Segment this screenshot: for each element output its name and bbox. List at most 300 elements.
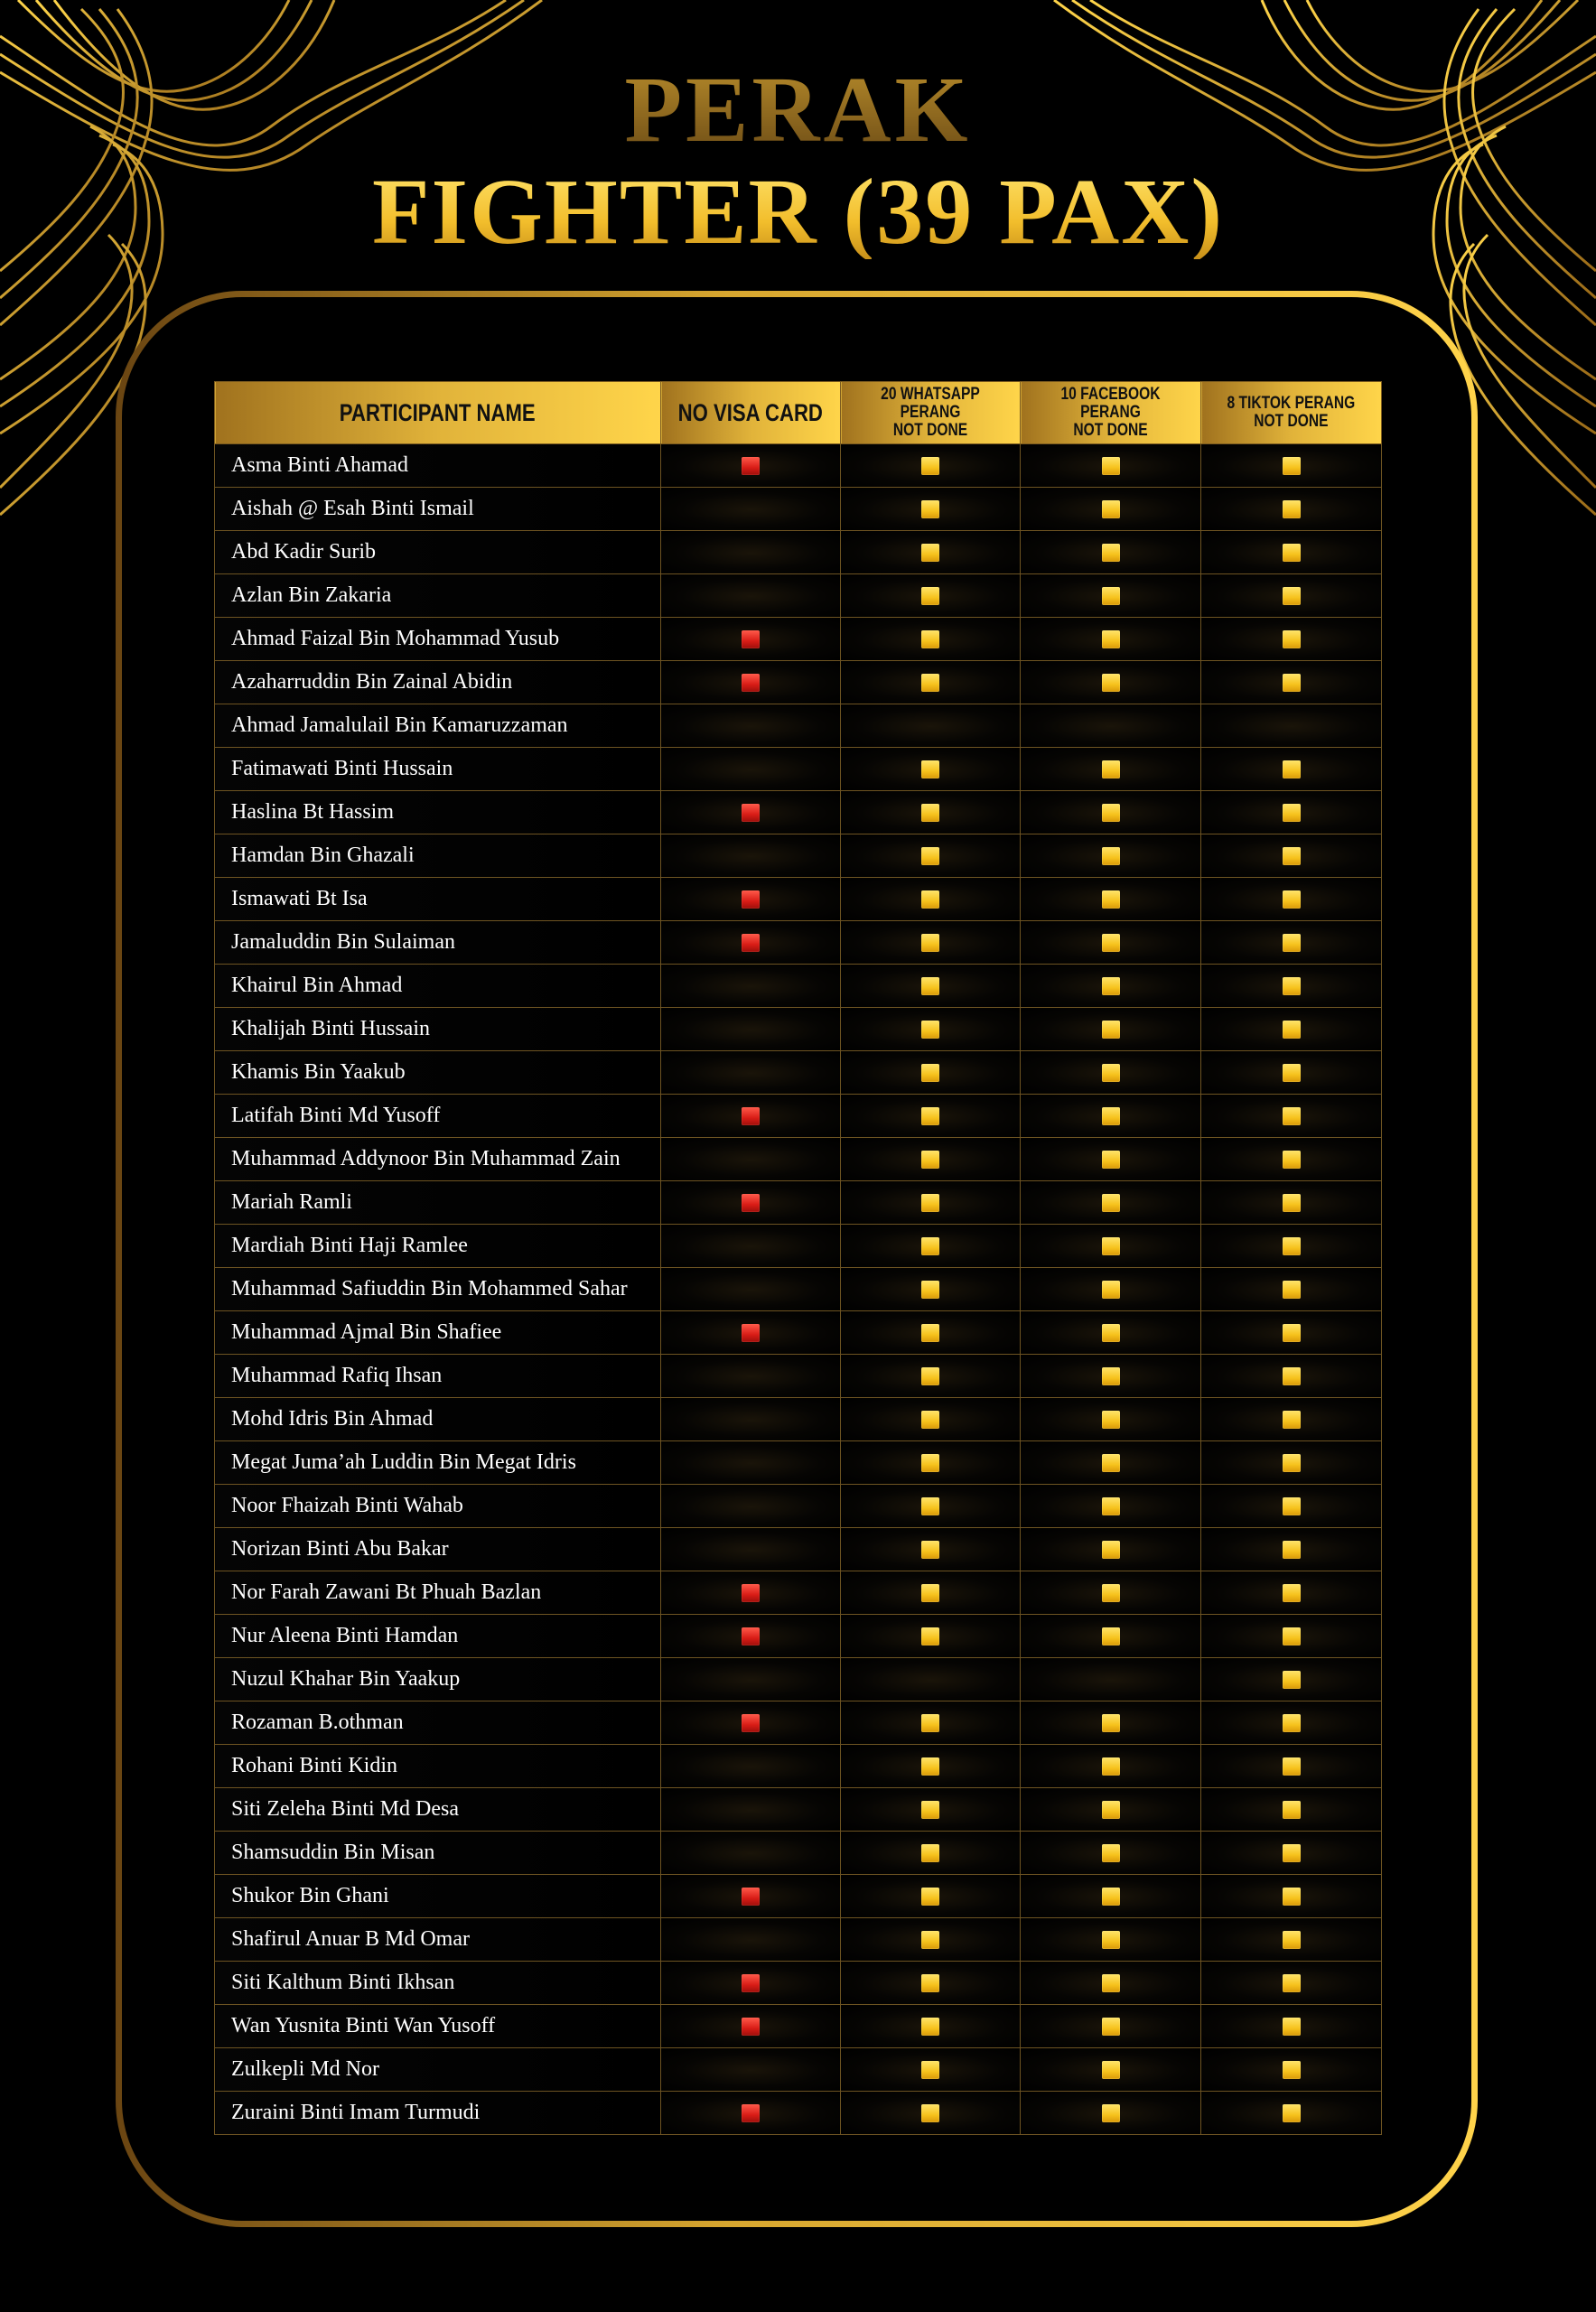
table-row	[215, 618, 1382, 661]
yellow-marker-icon	[1102, 1021, 1120, 1039]
no-visa-card-cell	[661, 791, 841, 834]
no-visa-card-cell	[661, 1311, 841, 1355]
table-header-row	[215, 382, 1382, 444]
table-row	[215, 1875, 1382, 1918]
yellow-marker-icon	[921, 1888, 939, 1906]
yellow-marker-icon	[1283, 587, 1301, 605]
whatsapp-cell	[841, 1832, 1021, 1875]
facebook-cell	[1021, 1701, 1201, 1745]
yellow-marker-icon	[1283, 1974, 1301, 1992]
tiktok-cell	[1201, 1225, 1382, 1268]
yellow-marker-icon	[1283, 847, 1301, 865]
tiktok-cell	[1201, 444, 1382, 488]
no-visa-card-cell	[661, 1962, 841, 2005]
participant-name-cell: Ahmad Jamalulail Bin Kamaruzzaman	[215, 704, 661, 748]
yellow-marker-icon	[1102, 2061, 1120, 2079]
facebook-cell	[1021, 2005, 1201, 2048]
no-visa-card-cell	[661, 748, 841, 791]
yellow-marker-icon	[1283, 760, 1301, 778]
no-visa-card-cell	[661, 1268, 841, 1311]
no-visa-card-cell	[661, 1788, 841, 1832]
yellow-marker-icon	[1102, 500, 1120, 518]
yellow-marker-icon	[921, 457, 939, 475]
participant-table	[214, 381, 1382, 2135]
facebook-cell	[1021, 1615, 1201, 1658]
column-header-participant-name: PARTICIPANT NAME	[215, 382, 661, 444]
facebook-cell	[1021, 1181, 1201, 1225]
page-title-line1: PERAK	[0, 63, 1596, 157]
participant-name-cell: Azlan Bin Zakaria	[215, 574, 661, 618]
yellow-marker-icon	[921, 760, 939, 778]
yellow-marker-icon	[1283, 890, 1301, 909]
table-row	[215, 965, 1382, 1008]
whatsapp-cell	[841, 791, 1021, 834]
participant-name-cell: Muhammad Safiuddin Bin Mohammed Sahar	[215, 1268, 661, 1311]
table-row	[215, 1658, 1382, 1701]
facebook-cell	[1021, 1658, 1201, 1701]
facebook-cell	[1021, 1311, 1201, 1355]
tiktok-cell	[1201, 878, 1382, 921]
tiktok-cell	[1201, 1441, 1382, 1485]
yellow-marker-icon	[1283, 1454, 1301, 1472]
facebook-cell	[1021, 1008, 1201, 1051]
table-row	[215, 1918, 1382, 1962]
facebook-cell	[1021, 1485, 1201, 1528]
participant-name-cell: Fatimawati Binti Hussain	[215, 748, 661, 791]
red-marker-icon	[742, 934, 760, 952]
facebook-cell	[1021, 1962, 1201, 2005]
yellow-marker-icon	[1283, 1107, 1301, 1125]
participant-name-cell: Norizan Binti Abu Bakar	[215, 1528, 661, 1571]
no-visa-card-cell	[661, 1615, 841, 1658]
no-visa-card-cell	[661, 878, 841, 921]
yellow-marker-icon	[921, 1194, 939, 1212]
yellow-marker-icon	[1102, 934, 1120, 952]
yellow-marker-icon	[921, 1411, 939, 1429]
tiktok-cell	[1201, 1311, 1382, 1355]
yellow-marker-icon	[921, 1454, 939, 1472]
table-row	[215, 1701, 1382, 1745]
yellow-marker-icon	[1283, 2018, 1301, 2036]
no-visa-card-cell	[661, 1398, 841, 1441]
yellow-marker-icon	[1283, 1931, 1301, 1949]
yellow-marker-icon	[1102, 1151, 1120, 1169]
participant-name-cell: Khairul Bin Ahmad	[215, 965, 661, 1008]
table-row	[215, 2005, 1382, 2048]
tiktok-cell	[1201, 2005, 1382, 2048]
participant-name-cell: Mariah Ramli	[215, 1181, 661, 1225]
red-marker-icon	[742, 804, 760, 822]
tiktok-cell	[1201, 1181, 1382, 1225]
yellow-marker-icon	[1283, 1064, 1301, 1082]
participant-name-cell: Latifah Binti Md Yusoff	[215, 1095, 661, 1138]
yellow-marker-icon	[921, 1931, 939, 1949]
yellow-marker-icon	[921, 1324, 939, 1342]
participant-name-cell: Muhammad Rafiq Ihsan	[215, 1355, 661, 1398]
tiktok-cell	[1201, 834, 1382, 878]
yellow-marker-icon	[921, 1021, 939, 1039]
facebook-cell	[1021, 1225, 1201, 1268]
yellow-marker-icon	[921, 934, 939, 952]
yellow-marker-icon	[1102, 674, 1120, 692]
yellow-marker-icon	[1102, 890, 1120, 909]
yellow-marker-icon	[1102, 1627, 1120, 1645]
red-marker-icon	[742, 1107, 760, 1125]
no-visa-card-cell	[661, 834, 841, 878]
yellow-marker-icon	[921, 977, 939, 995]
yellow-marker-icon	[1102, 457, 1120, 475]
whatsapp-cell	[841, 2092, 1021, 2135]
yellow-marker-icon	[1102, 2104, 1120, 2122]
no-visa-card-cell	[661, 574, 841, 618]
yellow-marker-icon	[1102, 630, 1120, 648]
yellow-marker-icon	[1283, 934, 1301, 952]
table-row	[215, 1615, 1382, 1658]
tiktok-cell	[1201, 1788, 1382, 1832]
red-marker-icon	[742, 1194, 760, 1212]
yellow-marker-icon	[1283, 1237, 1301, 1255]
yellow-marker-icon	[1102, 1367, 1120, 1385]
yellow-marker-icon	[921, 1151, 939, 1169]
yellow-marker-icon	[1102, 1844, 1120, 1862]
yellow-marker-icon	[1102, 1281, 1120, 1299]
no-visa-card-cell	[661, 488, 841, 531]
yellow-marker-icon	[1102, 2018, 1120, 2036]
facebook-cell	[1021, 1398, 1201, 1441]
facebook-cell	[1021, 791, 1201, 834]
yellow-marker-icon	[1283, 630, 1301, 648]
facebook-cell	[1021, 1918, 1201, 1962]
facebook-cell	[1021, 2092, 1201, 2135]
facebook-cell	[1021, 1051, 1201, 1095]
tiktok-cell	[1201, 1875, 1382, 1918]
participant-name-cell: Megat Juma’ah Luddin Bin Megat Idris	[215, 1441, 661, 1485]
facebook-cell	[1021, 704, 1201, 748]
whatsapp-cell	[841, 2005, 1021, 2048]
yellow-marker-icon	[921, 1064, 939, 1082]
yellow-marker-icon	[1102, 804, 1120, 822]
no-visa-card-cell	[661, 1008, 841, 1051]
table-row	[215, 1225, 1382, 1268]
yellow-marker-icon	[1283, 674, 1301, 692]
yellow-marker-icon	[1283, 1497, 1301, 1515]
yellow-marker-icon	[1283, 457, 1301, 475]
yellow-marker-icon	[1102, 1497, 1120, 1515]
whatsapp-cell	[841, 1008, 1021, 1051]
tiktok-cell	[1201, 1832, 1382, 1875]
table-row	[215, 1008, 1382, 1051]
facebook-cell	[1021, 488, 1201, 531]
participant-name-cell: Shamsuddin Bin Misan	[215, 1832, 661, 1875]
participant-name-cell: Haslina Bt Hassim	[215, 791, 661, 834]
no-visa-card-cell	[661, 2005, 841, 2048]
yellow-marker-icon	[1283, 977, 1301, 995]
tiktok-cell	[1201, 2092, 1382, 2135]
facebook-cell	[1021, 1745, 1201, 1788]
no-visa-card-cell	[661, 1181, 841, 1225]
whatsapp-cell	[841, 1311, 1021, 1355]
facebook-cell	[1021, 1528, 1201, 1571]
yellow-marker-icon	[1283, 1324, 1301, 1342]
table-row	[215, 791, 1382, 834]
yellow-marker-icon	[921, 544, 939, 562]
tiktok-cell	[1201, 748, 1382, 791]
table-row	[215, 878, 1382, 921]
whatsapp-cell	[841, 921, 1021, 965]
table-row	[215, 1832, 1382, 1875]
facebook-cell	[1021, 2048, 1201, 2092]
yellow-marker-icon	[1102, 587, 1120, 605]
red-marker-icon	[742, 890, 760, 909]
facebook-cell	[1021, 1095, 1201, 1138]
table-row	[215, 921, 1382, 965]
no-visa-card-cell	[661, 531, 841, 574]
table-row	[215, 444, 1382, 488]
participant-name-cell: Khalijah Binti Hussain	[215, 1008, 661, 1051]
no-visa-card-cell	[661, 1095, 841, 1138]
yellow-marker-icon	[1102, 1411, 1120, 1429]
whatsapp-cell	[841, 878, 1021, 921]
facebook-cell	[1021, 1268, 1201, 1311]
whatsapp-cell	[841, 1528, 1021, 1571]
whatsapp-cell	[841, 834, 1021, 878]
yellow-marker-icon	[921, 1497, 939, 1515]
no-visa-card-cell	[661, 2048, 841, 2092]
yellow-marker-icon	[1283, 1411, 1301, 1429]
whatsapp-cell	[841, 1268, 1021, 1311]
whatsapp-cell	[841, 1658, 1021, 1701]
table-row	[215, 1962, 1382, 2005]
yellow-marker-icon	[1102, 1584, 1120, 1602]
no-visa-card-cell	[661, 1832, 841, 1875]
tiktok-cell	[1201, 791, 1382, 834]
tiktok-cell	[1201, 1398, 1382, 1441]
no-visa-card-cell	[661, 965, 841, 1008]
no-visa-card-cell	[661, 704, 841, 748]
whatsapp-cell	[841, 965, 1021, 1008]
participant-name-cell: Khamis Bin Yaakub	[215, 1051, 661, 1095]
whatsapp-cell	[841, 574, 1021, 618]
yellow-marker-icon	[1283, 1021, 1301, 1039]
yellow-marker-icon	[921, 804, 939, 822]
no-visa-card-cell	[661, 1355, 841, 1398]
facebook-cell	[1021, 834, 1201, 878]
whatsapp-cell	[841, 1615, 1021, 1658]
red-marker-icon	[742, 1888, 760, 1906]
yellow-marker-icon	[1283, 2104, 1301, 2122]
yellow-marker-icon	[921, 1844, 939, 1862]
participant-name-cell: Abd Kadir Surib	[215, 531, 661, 574]
yellow-marker-icon	[921, 1584, 939, 1602]
table-row	[215, 1138, 1382, 1181]
yellow-marker-icon	[1102, 847, 1120, 865]
column-header-no-visa-card: NO VISA CARD	[661, 382, 841, 444]
table-row	[215, 488, 1382, 531]
yellow-marker-icon	[1283, 1194, 1301, 1212]
red-marker-icon	[742, 630, 760, 648]
table-body	[215, 444, 1382, 2135]
no-visa-card-cell	[661, 1745, 841, 1788]
whatsapp-cell	[841, 1745, 1021, 1788]
no-visa-card-cell	[661, 661, 841, 704]
whatsapp-cell	[841, 748, 1021, 791]
yellow-marker-icon	[1283, 1757, 1301, 1776]
facebook-cell	[1021, 921, 1201, 965]
yellow-marker-icon	[1283, 500, 1301, 518]
no-visa-card-cell	[661, 1875, 841, 1918]
yellow-marker-icon	[921, 1281, 939, 1299]
participant-name-cell: Nor Farah Zawani Bt Phuah Bazlan	[215, 1571, 661, 1615]
yellow-marker-icon	[1102, 1757, 1120, 1776]
facebook-cell	[1021, 1875, 1201, 1918]
no-visa-card-cell	[661, 1918, 841, 1962]
whatsapp-cell	[841, 1918, 1021, 1962]
participant-name-cell: Rohani Binti Kidin	[215, 1745, 661, 1788]
yellow-marker-icon	[1102, 1237, 1120, 1255]
table-row	[215, 1311, 1382, 1355]
yellow-marker-icon	[1102, 1801, 1120, 1819]
whatsapp-cell	[841, 1138, 1021, 1181]
table-row	[215, 1745, 1382, 1788]
table-row	[215, 1485, 1382, 1528]
yellow-marker-icon	[1102, 760, 1120, 778]
yellow-marker-icon	[1283, 2061, 1301, 2079]
table-row	[215, 1398, 1382, 1441]
participant-name-cell: Zulkepli Md Nor	[215, 2048, 661, 2092]
red-marker-icon	[742, 1714, 760, 1732]
whatsapp-cell	[841, 1181, 1021, 1225]
red-marker-icon	[742, 1324, 760, 1342]
yellow-marker-icon	[1102, 1714, 1120, 1732]
yellow-marker-icon	[921, 500, 939, 518]
no-visa-card-cell	[661, 1485, 841, 1528]
whatsapp-cell	[841, 2048, 1021, 2092]
yellow-marker-icon	[921, 890, 939, 909]
yellow-marker-icon	[1283, 1584, 1301, 1602]
yellow-marker-icon	[921, 2104, 939, 2122]
yellow-marker-icon	[921, 1107, 939, 1125]
tiktok-cell	[1201, 965, 1382, 1008]
whatsapp-cell	[841, 1701, 1021, 1745]
yellow-marker-icon	[1283, 544, 1301, 562]
column-header-facebook: 10 FACEBOOK PERANG NOT DONE	[1021, 382, 1201, 444]
yellow-marker-icon	[921, 587, 939, 605]
red-marker-icon	[742, 1974, 760, 1992]
yellow-marker-icon	[1102, 1324, 1120, 1342]
yellow-marker-icon	[1283, 1801, 1301, 1819]
yellow-marker-icon	[1102, 977, 1120, 995]
tiktok-cell	[1201, 1745, 1382, 1788]
whatsapp-cell	[841, 1398, 1021, 1441]
table-row	[215, 1268, 1382, 1311]
tiktok-cell	[1201, 1701, 1382, 1745]
whatsapp-cell	[841, 661, 1021, 704]
facebook-cell	[1021, 661, 1201, 704]
table-row	[215, 1571, 1382, 1615]
red-marker-icon	[742, 1584, 760, 1602]
yellow-marker-icon	[1283, 804, 1301, 822]
tiktok-cell	[1201, 2048, 1382, 2092]
whatsapp-cell	[841, 1051, 1021, 1095]
column-header-tiktok: 8 TIKTOK PERANG NOT DONE	[1201, 382, 1382, 444]
no-visa-card-cell	[661, 1571, 841, 1615]
yellow-marker-icon	[921, 2018, 939, 2036]
tiktok-cell	[1201, 1051, 1382, 1095]
yellow-marker-icon	[921, 1627, 939, 1645]
yellow-marker-icon	[1283, 1844, 1301, 1862]
no-visa-card-cell	[661, 444, 841, 488]
tiktok-cell	[1201, 1658, 1382, 1701]
yellow-marker-icon	[1102, 1974, 1120, 1992]
facebook-cell	[1021, 574, 1201, 618]
red-marker-icon	[742, 2104, 760, 2122]
participant-name-cell: Shafirul Anuar B Md Omar	[215, 1918, 661, 1962]
table-row	[215, 834, 1382, 878]
yellow-marker-icon	[1283, 1541, 1301, 1559]
facebook-cell	[1021, 965, 1201, 1008]
tiktok-cell	[1201, 1918, 1382, 1962]
yellow-marker-icon	[1102, 1454, 1120, 1472]
whatsapp-cell	[841, 1485, 1021, 1528]
facebook-cell	[1021, 1441, 1201, 1485]
yellow-marker-icon	[1102, 1194, 1120, 1212]
yellow-marker-icon	[921, 1974, 939, 1992]
no-visa-card-cell	[661, 1528, 841, 1571]
participant-name-cell: Ismawati Bt Isa	[215, 878, 661, 921]
yellow-marker-icon	[1283, 1627, 1301, 1645]
participant-name-cell: Noor Fhaizah Binti Wahab	[215, 1485, 661, 1528]
tiktok-cell	[1201, 1268, 1382, 1311]
yellow-marker-icon	[1102, 1931, 1120, 1949]
yellow-marker-icon	[921, 1714, 939, 1732]
yellow-marker-icon	[1283, 1151, 1301, 1169]
table-row	[215, 531, 1382, 574]
yellow-marker-icon	[1283, 1714, 1301, 1732]
tiktok-cell	[1201, 1485, 1382, 1528]
whatsapp-cell	[841, 444, 1021, 488]
yellow-marker-icon	[921, 2061, 939, 2079]
participant-name-cell: Jamaluddin Bin Sulaiman	[215, 921, 661, 965]
tiktok-cell	[1201, 1528, 1382, 1571]
table-row	[215, 1788, 1382, 1832]
page-title-line2: FIGHTER (39 PAX)	[0, 165, 1596, 259]
tiktok-cell	[1201, 1962, 1382, 2005]
participant-name-cell: Zuraini Binti Imam Turmudi	[215, 2092, 661, 2135]
facebook-cell	[1021, 1355, 1201, 1398]
tiktok-cell	[1201, 921, 1382, 965]
no-visa-card-cell	[661, 1051, 841, 1095]
participant-name-cell: Rozaman B.othman	[215, 1701, 661, 1745]
participant-name-cell: Siti Zeleha Binti Md Desa	[215, 1788, 661, 1832]
participant-name-cell: Aishah @ Esah Binti Ismail	[215, 488, 661, 531]
participant-name-cell: Asma Binti Ahamad	[215, 444, 661, 488]
no-visa-card-cell	[661, 618, 841, 661]
yellow-marker-icon	[1102, 1064, 1120, 1082]
facebook-cell	[1021, 748, 1201, 791]
yellow-marker-icon	[1283, 1281, 1301, 1299]
table-row	[215, 1528, 1382, 1571]
yellow-marker-icon	[1102, 1541, 1120, 1559]
tiktok-cell	[1201, 618, 1382, 661]
tiktok-cell	[1201, 1571, 1382, 1615]
no-visa-card-cell	[661, 1225, 841, 1268]
whatsapp-cell	[841, 1441, 1021, 1485]
participant-name-cell: Nur Aleena Binti Hamdan	[215, 1615, 661, 1658]
yellow-marker-icon	[1283, 1671, 1301, 1689]
no-visa-card-cell	[661, 1138, 841, 1181]
table-row	[215, 2092, 1382, 2135]
table-row	[215, 748, 1382, 791]
